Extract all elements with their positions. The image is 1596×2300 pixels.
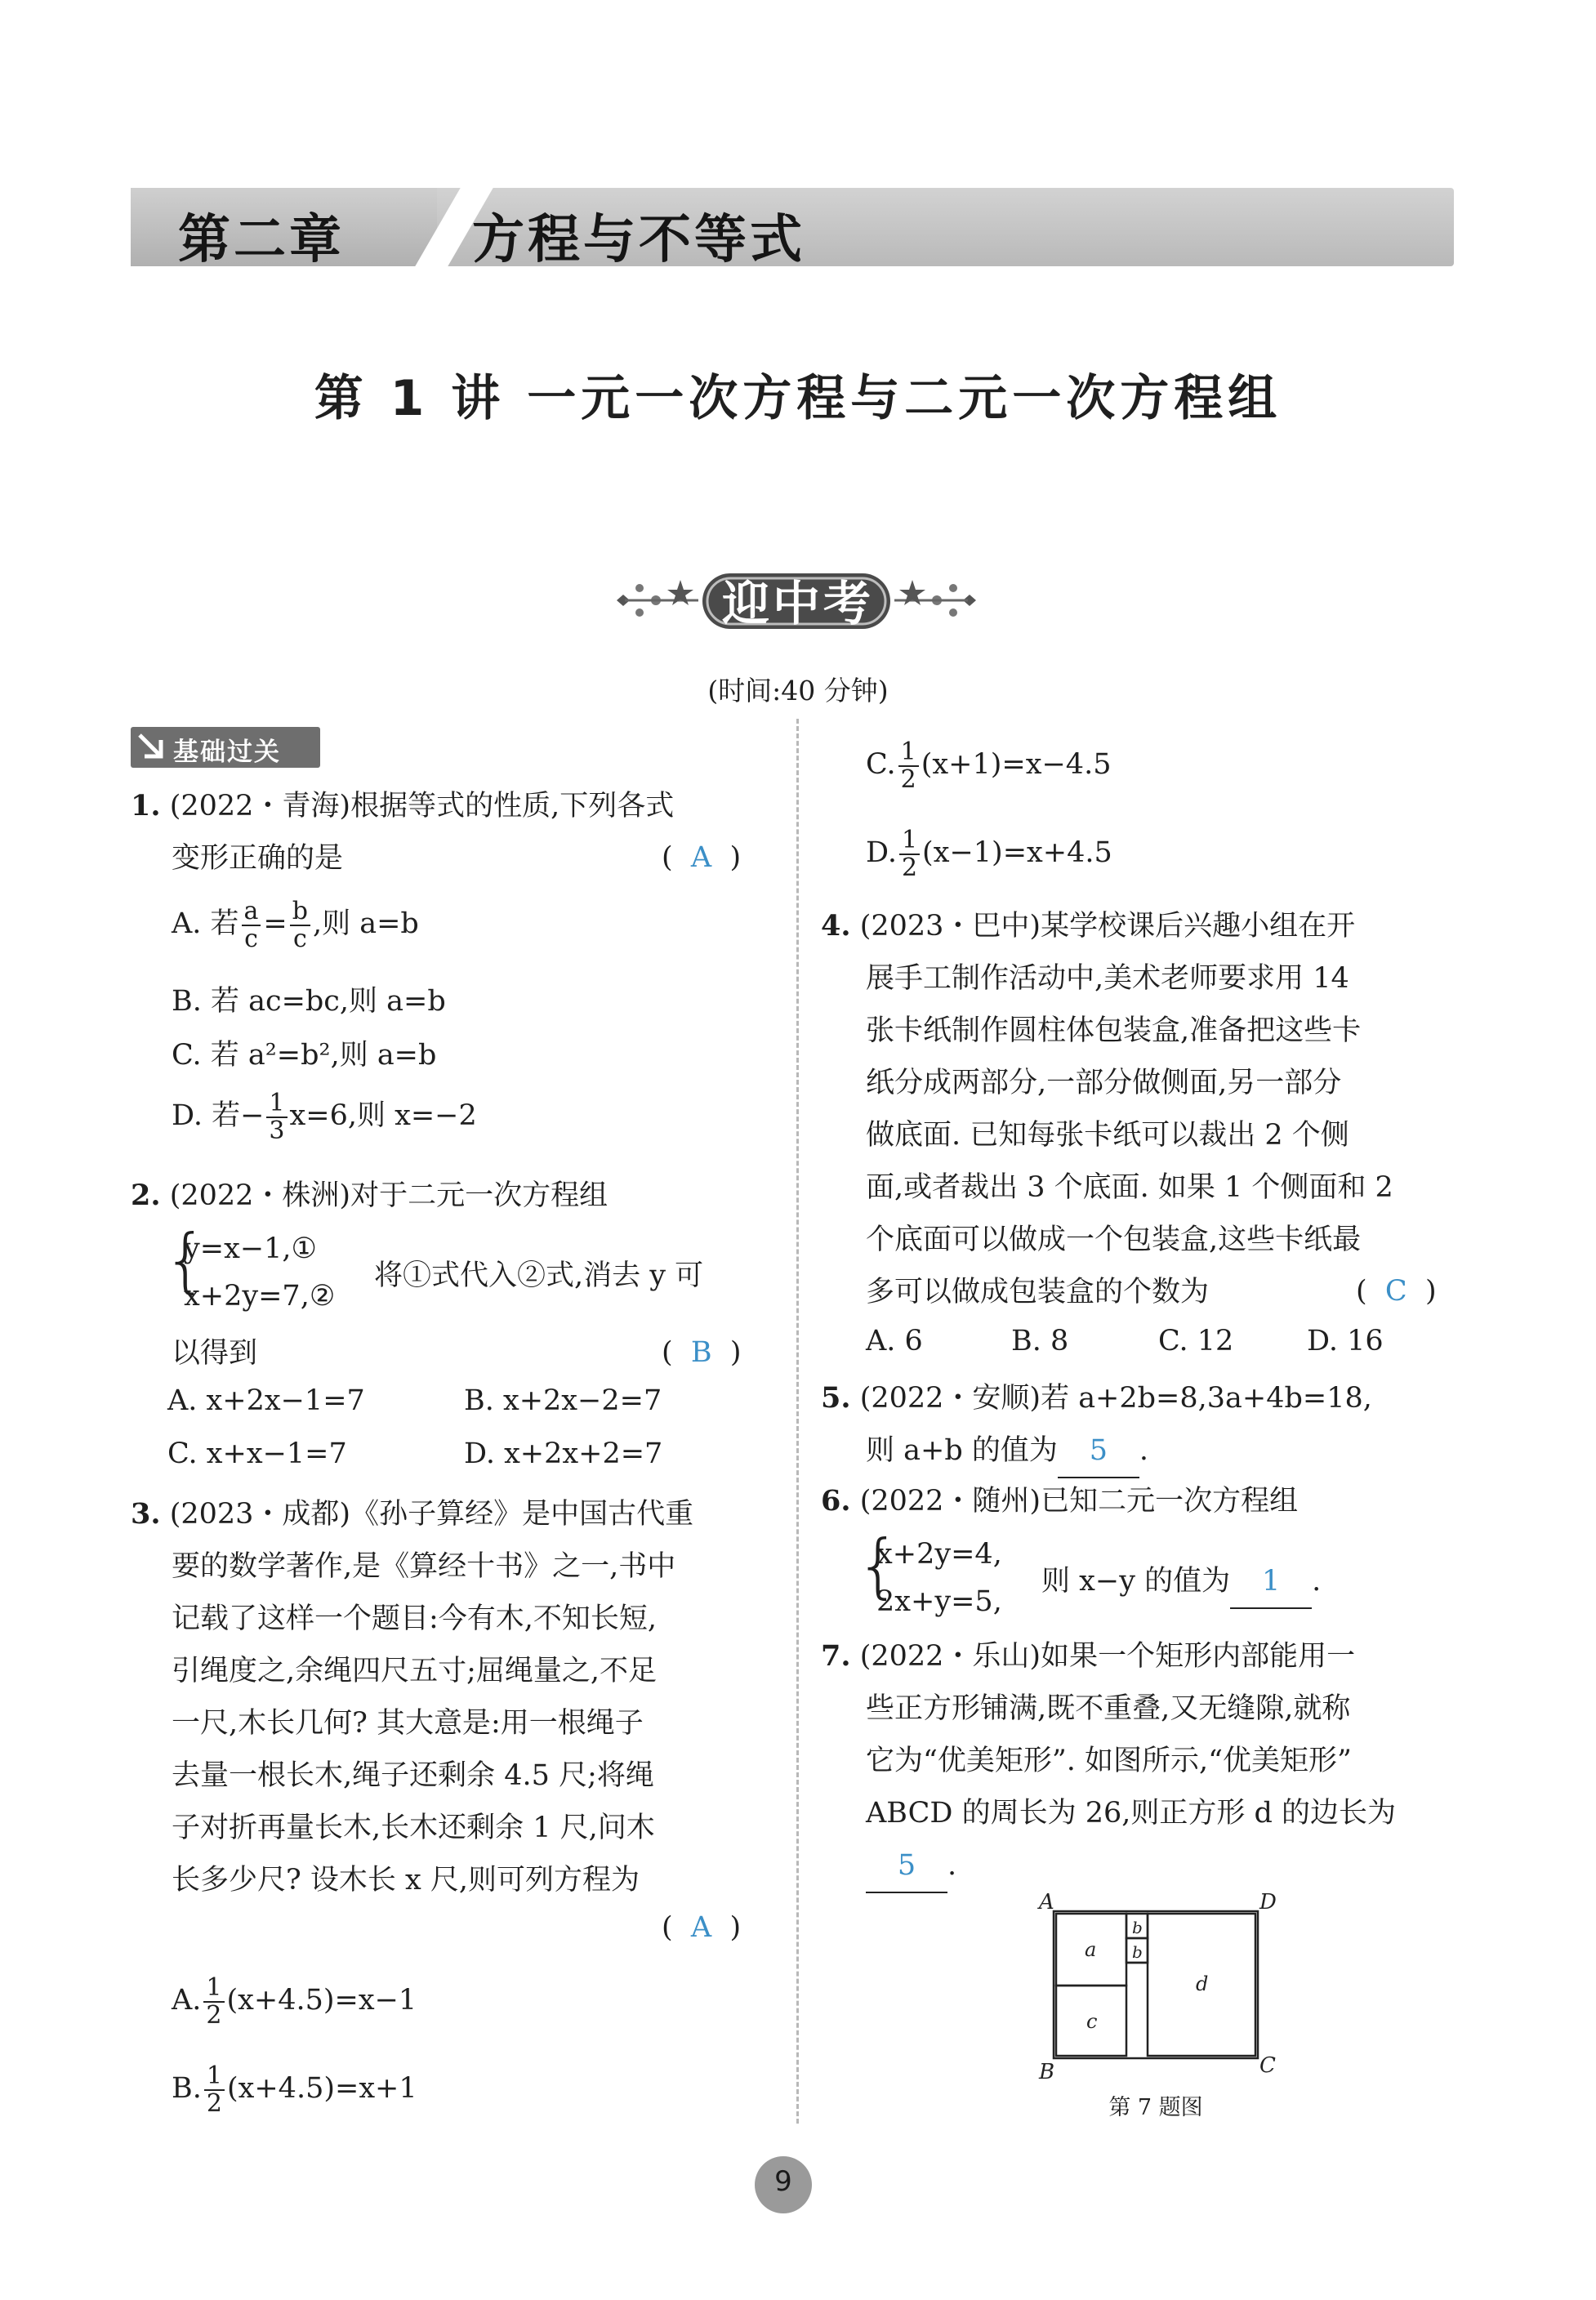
q5-answer-blank: 5 [1058,1424,1139,1478]
q2-equation-1: y=x−1,① [184,1232,317,1265]
q3-option-d: D. $\frac{1}{2}$ (x−1)=x+4.5 [866,826,1112,882]
q4-text-6: 面,或者裁出 3 个底面. 如果 1 个侧面和 2 [866,1171,1393,1204]
banner-text: 迎中考 [721,576,874,631]
time-note: (时间:40 分钟) [707,675,889,706]
q6-answer-blank: 1 [1230,1555,1312,1609]
label-A: A [1039,1891,1054,1914]
q4-text-8: 多可以做成包装盒的个数为 [866,1276,1210,1308]
q3-number: 3. [131,1497,161,1531]
q1-option-d-pre: D. 若− [172,1099,265,1132]
label-D: D [1259,1891,1277,1914]
q1-number: 1. [131,789,161,822]
q3-line1 [131,1488,693,1540]
chapter-header-bar [131,188,1454,270]
q7-text-4: ABCD 的周长为 26,则正方形 d 的边长为 [866,1797,1397,1830]
q2-brace: { [163,1219,208,1301]
fraction-one-half: $\frac{1}{2}$ [898,739,919,792]
q4-option-b: B. 8 [1011,1325,1069,1357]
q3-text-4: 引绳度之,余绳四尺五寸;屈绳量之,不足 [172,1655,658,1687]
q7-line1 [821,1630,1355,1683]
q4-text-2: 展手工制作活动中,美术老师要求用 14 [866,962,1349,995]
q4-text-3: 张卡纸制作圆柱体包装盒,准备把这些卡 [866,1014,1362,1047]
q3-text-1: (2023・成都)《孙子算经》是中国古代重 [169,1498,694,1531]
q4-answer-parens: ( C ) [1356,1275,1437,1308]
q1-answer: A [690,841,712,874]
fraction-one-third: $\frac{1}{3}$ [266,1090,287,1143]
q2-answer: B [690,1336,712,1369]
fraction-one-half: $\frac{1}{2}$ [204,2063,225,2116]
q7-text-1: (2022・乐山)如果一个矩形内部能用一 [859,1640,1356,1673]
q4-option-a: A. 6 [866,1325,923,1357]
arrow-down-right-icon [133,729,169,766]
q3-option-b: B. $\frac{1}{2}$ (x+4.5)=x+1 [172,2062,417,2118]
q7-answer-blank: 5 [866,1839,947,1893]
column-divider [796,719,799,2124]
q6-line1 [821,1475,1298,1527]
label-a: a [1085,1938,1097,1961]
q1-answer-parens: ( A ) [662,841,742,874]
q5-line1 [821,1372,1372,1424]
q4-answer: C [1384,1275,1407,1308]
q3-answer-parens: ( A ) [662,1911,742,1944]
q2-answer-parens: ( B ) [662,1336,742,1369]
q7-figure-caption: 第 7 题图 [1108,2095,1203,2120]
q7-figure-rectangle-abcd [1021,1891,1291,2079]
fraction-one-half: $\frac{1}{2}$ [899,827,920,880]
q2-text-1: (2022・株洲)对于二元一次方程组 [169,1179,609,1212]
lesson-title: 第 1 讲 一元一次方程与二元一次方程组 [314,370,1282,427]
chapter-title: 方程与不等式 [472,210,805,270]
q5-text-2: 则 a+b 的值为 [866,1434,1058,1467]
q6-number: 6. [821,1484,851,1518]
q4-text-5: 做底面. 已知每张卡纸可以裁出 2 个侧 [866,1119,1349,1152]
q4-option-d: D. 16 [1307,1325,1384,1357]
q2-line1 [131,1170,608,1222]
q4-number: 4. [821,909,851,943]
q1-option-a: A. 若 $\frac{a}{c}$ = $\frac{b}{c}$ ,则 a=b [172,897,419,953]
q6-line2: 则 x−y 的值为 1 . [1041,1555,1321,1609]
q3-text-7: 子对折再量长木,长木还剩余 1 尺,问木 [172,1812,655,1844]
q6-equation-2: 2x+y=5, [876,1585,1002,1618]
q2-option-d: D. x+2x+2=7 [464,1438,663,1470]
fraction-a-over-c: $\frac{a}{c}$ [242,898,261,952]
q4-line1 [821,900,1355,952]
q6-text-1: (2022・随州)已知二元一次方程组 [859,1485,1299,1518]
q4-option-c: C. 12 [1158,1325,1234,1357]
q3-text-6: 去量一根长木,绳子还剩余 4.5 尺;将绳 [172,1759,654,1792]
q1-option-c: C. 若 a²=b²,则 a=b [172,1039,437,1072]
section-label: 基础过关 [173,738,281,767]
q1-text-2: 变形正确的是 [172,842,344,875]
q1-text-1: (2022・青海)根据等式的性质,下列各式 [169,790,675,822]
q2-option-a: A. x+2x−1=7 [167,1384,365,1417]
q2-option-b: B. x+2x−2=7 [464,1384,662,1417]
q1-option-b: B. 若 ac=bc,则 a=b [172,985,446,1018]
q3-text-3: 记载了这样一个题目:今有木,不知长短, [172,1602,658,1635]
q1-line1 [131,780,674,832]
fraction-b-over-c: $\frac{b}{c}$ [290,898,310,952]
label-C: C [1259,2053,1276,2078]
q7-line5: 5 . [866,1839,956,1893]
q1-option-a-post: ,则 a=b [312,907,419,940]
q7-text-2: 些正方形铺满,既不重叠,又无缝隙,就称 [866,1692,1351,1725]
q3-text-8: 长多少尺? 设木长 x 尺,则可列方程为 [172,1864,640,1897]
q3-text-2: 要的数学著作,是《算经十书》之一,书中 [172,1550,676,1583]
page-number: 9 [774,2165,792,2198]
q4-text-4: 纸分成两部分,一部分做侧面,另一部分 [866,1067,1342,1099]
q2-text-2: 将①式代入②式,消去 y 可 [374,1259,704,1292]
q3-option-c: C. $\frac{1}{2}$ (x+1)=x−4.5 [866,738,1112,794]
q2-option-c: C. x+x−1=7 [167,1438,347,1470]
q7-text-3: 它为“优美矩形”. 如图所示,“优美矩形” [866,1745,1352,1777]
label-b-top: b [1132,1918,1143,1937]
chapter-label: 第二章 [178,210,345,270]
q3-option-a: A. $\frac{1}{2}$ (x+4.5)=x−1 [172,1973,417,2030]
label-b-bottom: b [1132,1942,1143,1962]
q4-text-7: 个底面可以做成一个包装盒,这些卡纸最 [866,1224,1362,1256]
q6-text-2: 则 x−y 的值为 [1041,1565,1231,1598]
fraction-one-half: $\frac{1}{2}$ [203,1975,224,2028]
q2-text-3: 以得到 [172,1337,258,1370]
q2-number: 2. [131,1179,161,1212]
q6-brace: { [856,1525,901,1607]
label-B: B [1039,2060,1055,2079]
q6-equation-1: x+2y=4, [876,1538,1002,1571]
q1-option-d [172,1090,477,1143]
q4-text-1: (2023・巴中)某学校课后兴趣小组在开 [859,910,1356,943]
label-d: d [1196,1972,1209,1995]
q3-answer: A [690,1911,712,1944]
q5-number: 5. [821,1381,851,1415]
q1-option-d-post: x=6,则 x=−2 [289,1099,477,1132]
label-c: c [1086,2010,1098,2033]
q2-equation-2: x+2y=7,② [184,1280,336,1313]
q1-option-a-pre: A. 若 [172,907,239,940]
q5-text-1: (2022・安顺)若 a+2b=8,3a+4b=18, [859,1382,1372,1415]
q3-text-5: 一尺,木长几何? 其大意是:用一根绳子 [172,1707,644,1740]
q7-number: 7. [821,1639,851,1673]
q5-line2: 则 a+b 的值为 5 . [866,1424,1148,1478]
